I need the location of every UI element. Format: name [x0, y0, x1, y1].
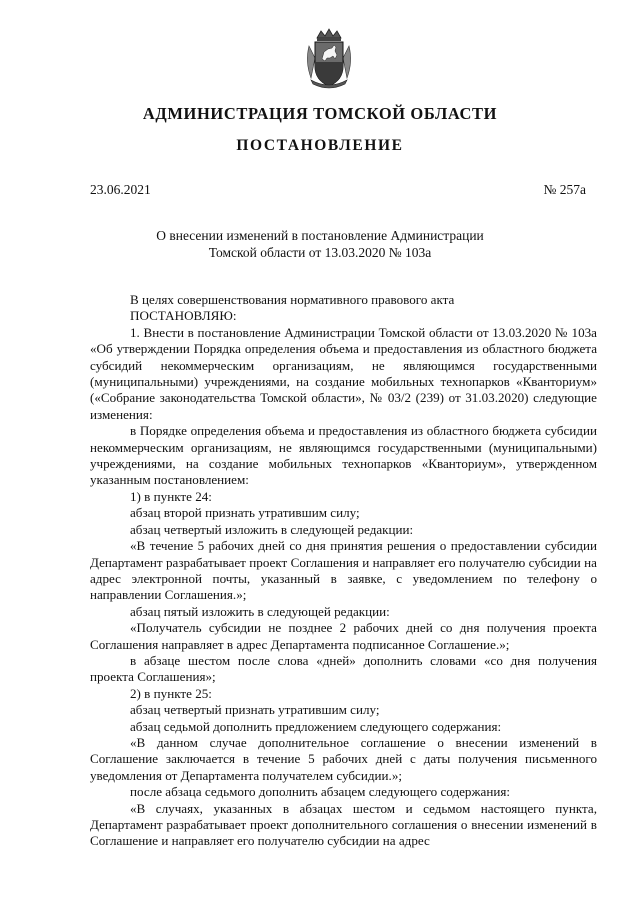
paragraph: «В течение 5 рабочих дней со дня принятия решения о предоставлении субсидии Департамент разрабатывает проект Соглашения и направляет его получателю субсидии на адрес электронной почты, указанный в заявке, с уведомлением по телефону о направлении Соглашения.»; — [90, 538, 597, 603]
paragraph: «В случаях, указанных в абзацах шестом и седьмом настоящего пункта, Департамент разрабатывает проект дополнительного соглашения о внесении изменений в Соглашение и направляет его получателю субсидии на адрес — [90, 800, 597, 849]
document-date: 23.06.2021 — [90, 182, 151, 197]
paragraph: абзац четвертый изложить в следующей редакции: — [130, 521, 414, 537]
paragraph: после абзаца седьмого дополнить абзацем следующего содержания: — [130, 784, 511, 800]
paragraph: 1. Внести в постановление Администрации Томской области от 13.03.2020 № 103а «Об утверждении Порядка определения объема и предоставления из областного бюджета субсидий некоммерческим организациям, не являющимся государственными (муниципальными) учреждениями, на создание мобильных технопарков «Кванториум» («Собрание законодательства Томской области», № 03/2 (239) от 31.03.2020) следующие изменения: — [90, 324, 597, 422]
paragraph: в абзаце шестом после слова «дней» дополнить словами «со дня получения проекта Соглашения»; — [90, 652, 597, 685]
paragraph: 1) в пункте 24: — [130, 488, 212, 504]
title-line-1: О внесении изменений в постановление Администрации — [156, 228, 484, 243]
document-number: № 257а — [543, 182, 586, 197]
document-body — [90, 292, 597, 850]
paragraph: абзац седьмой дополнить предложением следующего содержания: — [130, 718, 502, 734]
paragraph: абзац пятый изложить в следующей редакции: — [130, 603, 390, 619]
paragraph-resolve: ПОСТАНОВЛЯЮ: — [130, 308, 237, 324]
paragraph: абзац второй признать утратившим силу; — [130, 505, 360, 521]
paragraph: «В данном случае дополнительное соглашение о внесении изменений в Соглашение заключается в течение 5 рабочих дней с даты получения письменного уведомления от Департамента получателем субсидии.»; — [90, 734, 597, 783]
paragraph: «Получатель субсидии не позднее 2 рабочих дней со дня получения проекта Соглашения направляет в адрес Департамента подписанное Соглашение.»; — [90, 620, 597, 652]
paragraph: 2) в пункте 25: — [130, 685, 212, 701]
paragraph: В целях совершенствования нормативного правового акта — [130, 292, 455, 307]
document-type: ПОСТАНОВЛЕНИЕ — [236, 137, 404, 154]
paragraph: абзац четвертый признать утратившим силу; — [130, 702, 380, 718]
organization-name: АДМИНИСТРАЦИЯ ТОМСКОЙ ОБЛАСТИ — [142, 104, 498, 123]
document-title — [0, 227, 640, 261]
paragraph: в Порядке определения объема и предоставления из областного бюджета субсидии некоммерческим организациям, не являющимся государственными (муниципальными) учреждениями, на создание мобильных технопарков «Кванториум», утвержденном указанным постановлением: — [90, 423, 597, 488]
title-line-2: Томской области от 13.03.2020 № 103а — [208, 245, 432, 260]
coat-of-arms-icon — [303, 28, 355, 90]
